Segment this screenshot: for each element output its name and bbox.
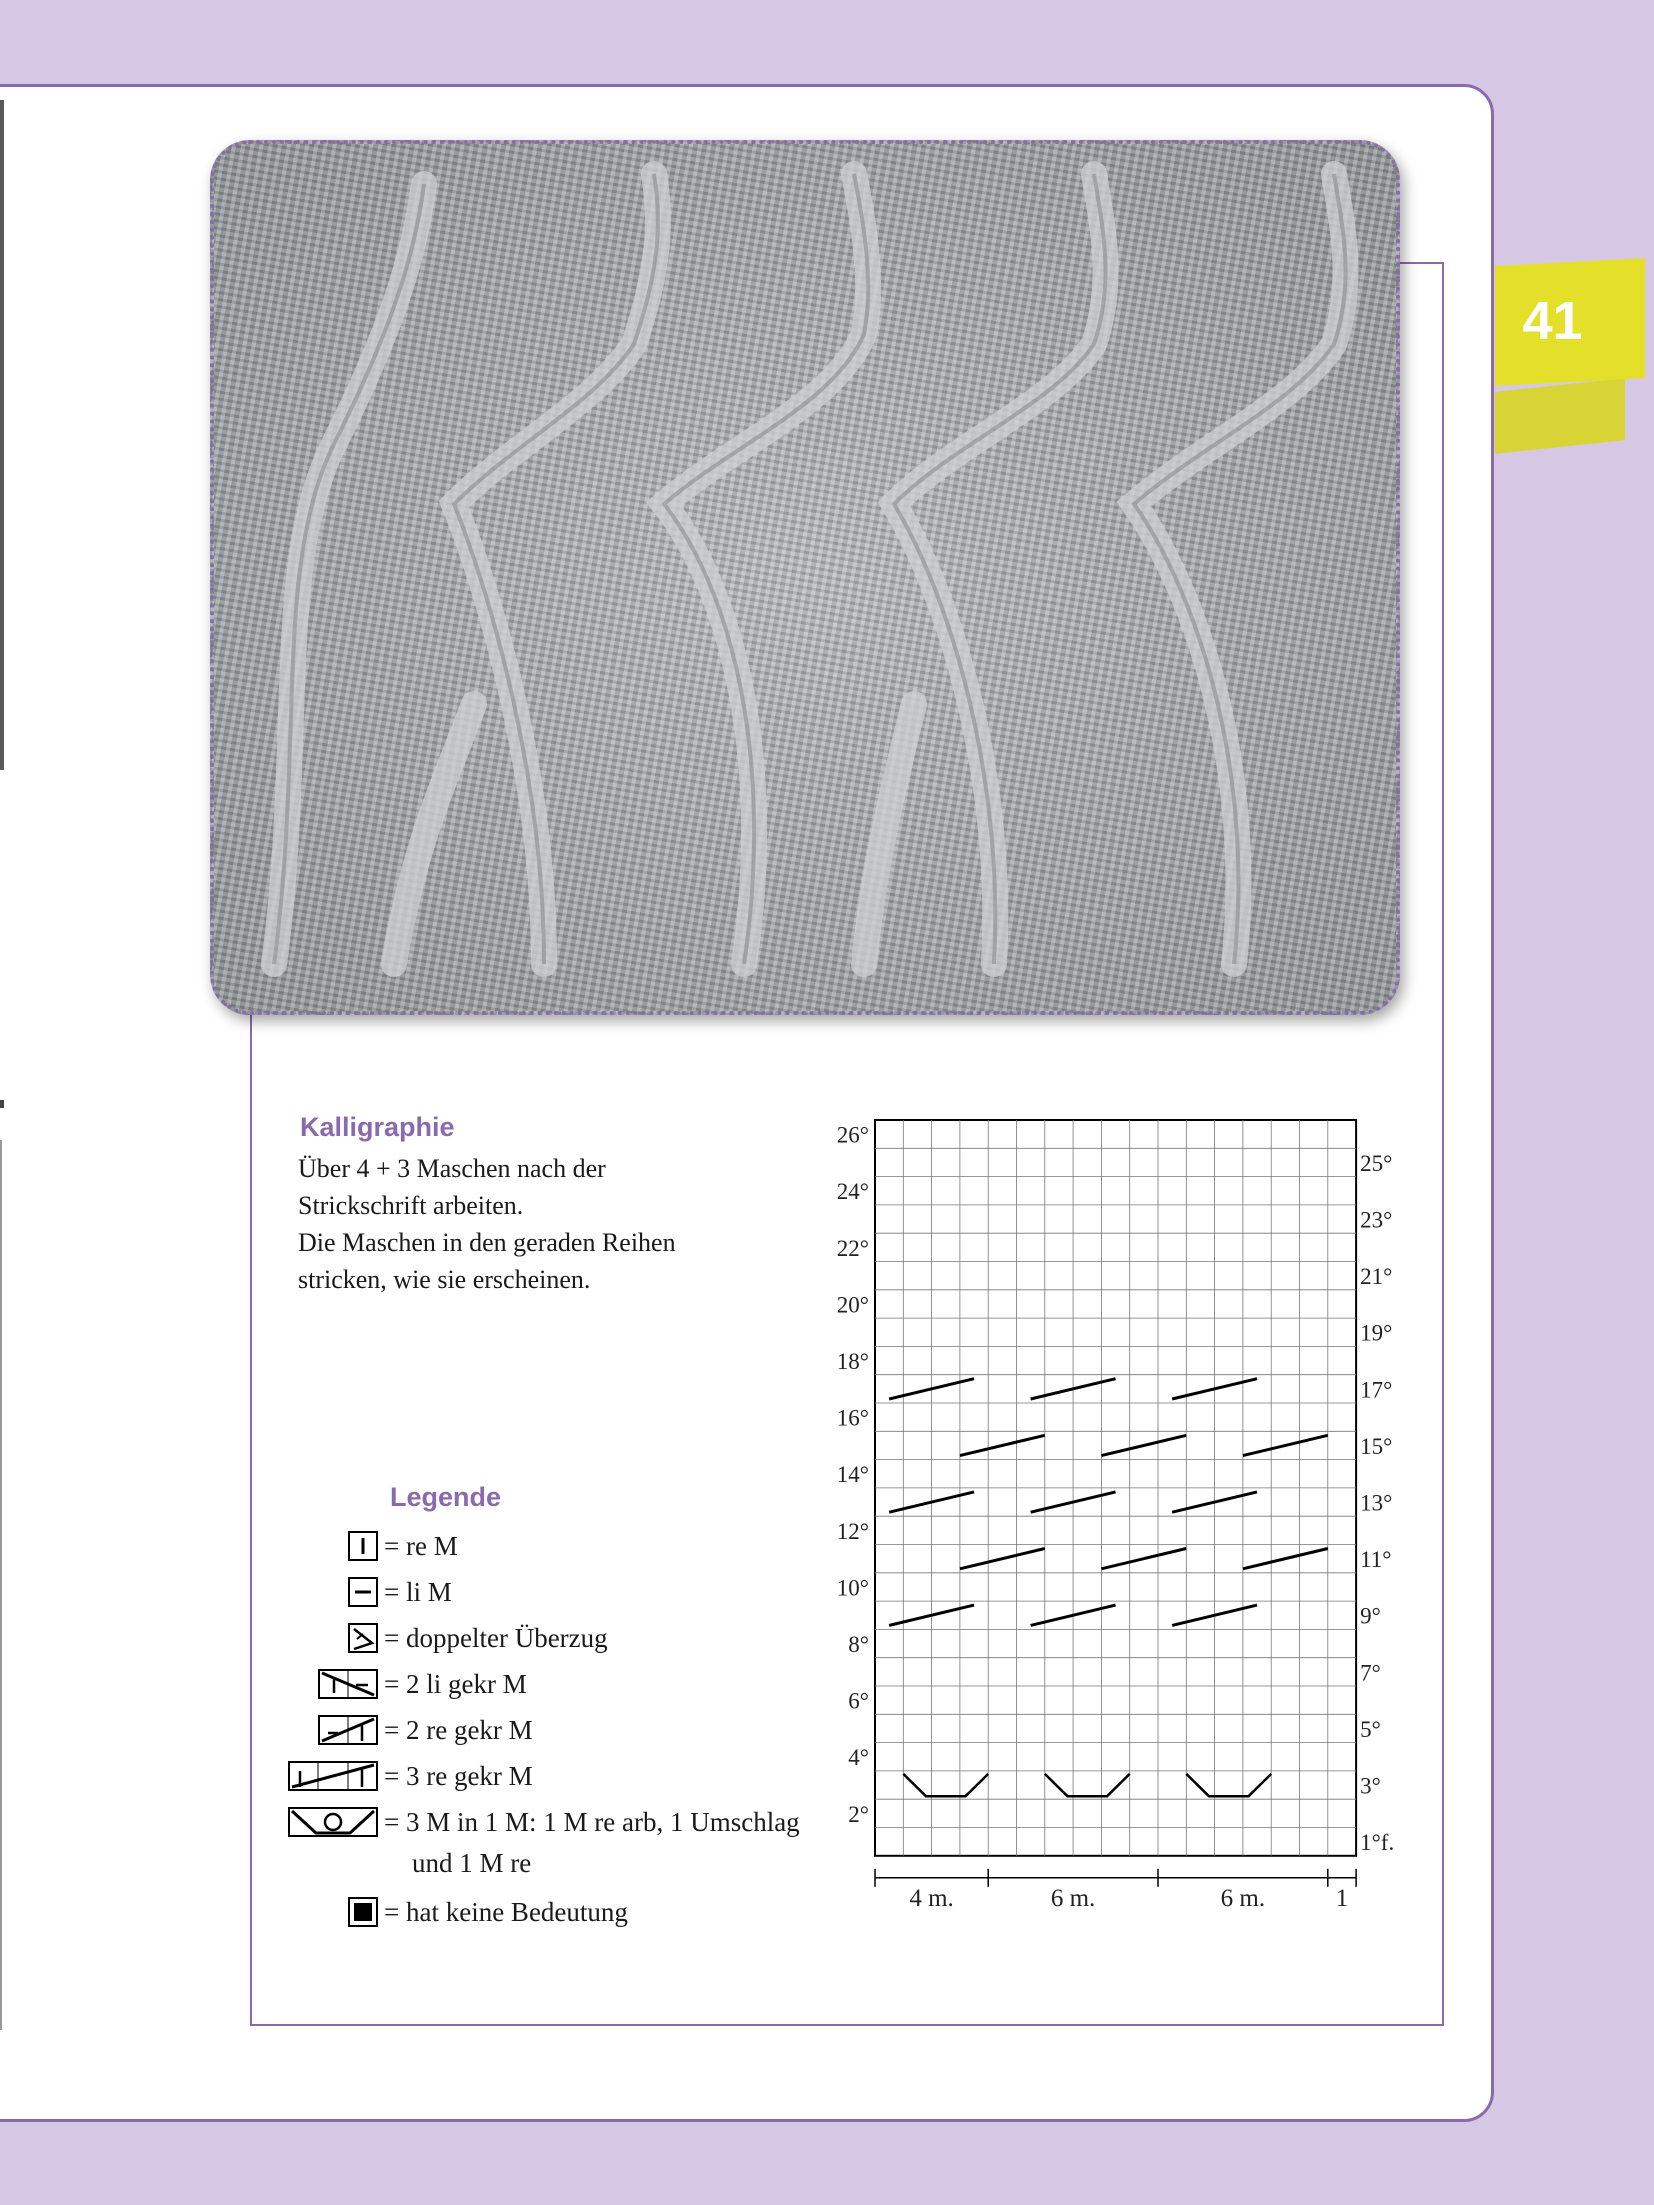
legend-item-three-in-one	[288, 1802, 800, 1842]
row-label-right: 9°	[1360, 1603, 1381, 1629]
row-label-left: 22°	[836, 1235, 869, 1261]
legend-text: = hat keine Bedeutung	[384, 1896, 628, 1927]
legend-item-double-decrease	[348, 1618, 608, 1658]
legend-item-no-stitch	[348, 1892, 628, 1932]
row-label-left: 12°	[836, 1518, 869, 1544]
row-label-right: 3°	[1360, 1773, 1381, 1799]
row-label-left: 18°	[836, 1349, 869, 1375]
legend-item-two-knit-cross	[318, 1710, 533, 1750]
row-label-left: 10°	[836, 1575, 869, 1601]
previous-page-rule	[0, 1140, 2, 2030]
legend-text: = 2 re gekr M	[384, 1714, 533, 1745]
row-label-left: 6°	[848, 1688, 869, 1714]
row-label-right: 23°	[1360, 1207, 1393, 1233]
knitting-sample-photo	[210, 140, 1400, 1015]
pattern-description	[298, 1150, 718, 1298]
page-tab-shadow	[1495, 378, 1625, 454]
legend-text: = li M	[384, 1576, 452, 1607]
legend-text: = 3 M in 1 M: 1 M re arb, 1 Umschlag	[384, 1806, 800, 1837]
row-label-right: 7°	[1360, 1660, 1381, 1686]
legend-text: = 2 li gekr M	[384, 1668, 527, 1699]
description-line: Strickschrift arbeiten.	[298, 1191, 524, 1220]
legend-item-purl	[348, 1572, 452, 1612]
legend-item-three-knit-cross	[288, 1756, 533, 1796]
purl-symbol-icon	[348, 1577, 378, 1607]
row-label-left: 16°	[836, 1405, 869, 1431]
row-label-left: 26°	[836, 1122, 869, 1148]
cable-texture	[214, 144, 1400, 1015]
three-knit-cross-icon	[288, 1761, 378, 1791]
description-line: stricken, wie sie erscheinen.	[298, 1265, 591, 1294]
three-in-one-icon	[288, 1807, 378, 1837]
row-label-left: 20°	[836, 1292, 869, 1318]
legend-text: = doppelter Überzug	[384, 1622, 608, 1653]
legend-text: = 3 re gekr M	[384, 1760, 533, 1791]
description-line: Die Maschen in den geraden Reihen	[298, 1228, 676, 1257]
legend-item-two-purl-cross	[318, 1664, 527, 1704]
description-line: Über 4 + 3 Maschen nach der	[298, 1154, 606, 1183]
chart-grid	[820, 1110, 1420, 1940]
row-label-left: 4°	[848, 1745, 869, 1771]
double-decrease-icon	[348, 1623, 378, 1653]
row-label-left: 8°	[848, 1632, 869, 1658]
two-knit-cross-icon	[318, 1715, 378, 1745]
previous-page-edge	[0, 100, 4, 770]
legend-item-knit	[348, 1526, 458, 1566]
row-label-left: 2°	[848, 1801, 869, 1827]
row-label-right: 11°	[1360, 1547, 1392, 1573]
row-label-right: 1°f.	[1360, 1830, 1395, 1856]
row-label-left: 24°	[836, 1179, 869, 1205]
row-label-right: 13°	[1360, 1490, 1393, 1516]
pattern-title: Kalligraphie	[300, 1112, 455, 1142]
two-purl-cross-icon	[318, 1669, 378, 1699]
legend-text: = re M	[384, 1530, 458, 1561]
measure-label: 6 m.	[1220, 1884, 1266, 1912]
measure-label: 6 m.	[1050, 1884, 1096, 1912]
measure-label: 4 m.	[909, 1884, 954, 1912]
legend-continuation: und 1 M re	[412, 1848, 532, 1878]
row-label-right: 19°	[1360, 1320, 1393, 1346]
measure-label: 1	[1335, 1884, 1349, 1912]
row-label-right: 25°	[1360, 1150, 1393, 1176]
page-tick	[0, 1100, 4, 1108]
page-number: 41	[1522, 291, 1583, 351]
knit-symbol-icon	[348, 1531, 378, 1561]
row-label-right: 5°	[1360, 1716, 1381, 1742]
no-stitch-icon	[348, 1897, 378, 1927]
knitting-chart	[820, 1110, 1420, 1940]
row-label-left: 14°	[836, 1462, 869, 1488]
legend-title: Legende	[390, 1482, 502, 1512]
row-label-right: 15°	[1360, 1433, 1393, 1459]
row-label-right: 17°	[1360, 1377, 1393, 1403]
row-label-right: 21°	[1360, 1264, 1393, 1290]
